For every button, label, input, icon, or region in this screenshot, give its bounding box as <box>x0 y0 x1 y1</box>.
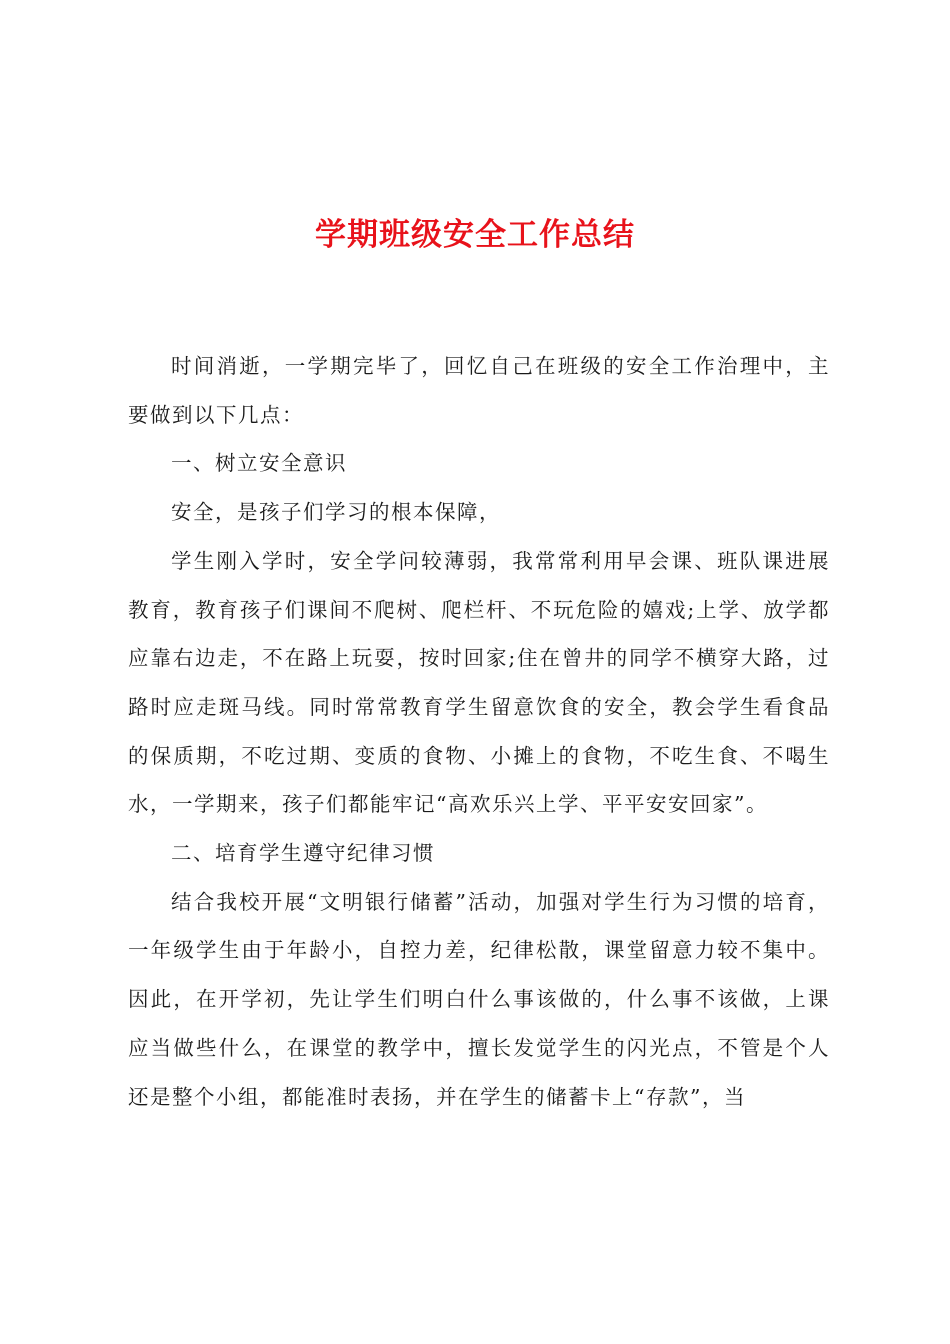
document-title: 学期班级安全工作总结 <box>315 217 635 253</box>
section-heading-2: 二、培育学生遵守纪律习惯 <box>171 841 436 866</box>
paragraph-safety-basis: 安全，是孩子们学习的根本保障， <box>171 500 502 525</box>
document-body <box>128 342 830 1121</box>
paragraph-discipline: 结合我校开展“文明银行储蓄”活动，加强对学生行为习惯的培育，一年级学生由于年龄小，自控力差，纪律松散，课堂留意力较不集中。因此，在开学初，先让学生们明白什么事该做的，什么事不该做，上课应当做些什么，在课堂的教学中，擅长发觉学生的闪光点，不管是个人还是整个小组，都能准时表扬，并在学生的储蓄卡上“存款”，当 <box>128 889 830 1109</box>
section-heading-1: 一、树立安全意识 <box>171 451 348 476</box>
paragraph-safety-education: 学生刚入学时，安全学问较薄弱，我常常利用早会课、班队课进展教育，教育孩子们课间不爬树、爬栏杆、不玩危险的嬉戏;上学、放学都应靠右边走，不在路上玩耍，按时回家;住在曾井的同学不横穿大路，过路时应走斑马线。同时常常教育学生留意饮食的安全，教会学生看食品的保质期，不吃过期、变质的食物、小摊上的食物，不吃生食、不喝生水，一学期来，孩子们都能牢记“高欢乐兴上学、平平安安回家”。 <box>128 548 830 817</box>
paragraph-intro: 时间消逝，一学期完毕了，回忆自己在班级的安全工作治理中，主要做到以下几点： <box>128 354 830 427</box>
